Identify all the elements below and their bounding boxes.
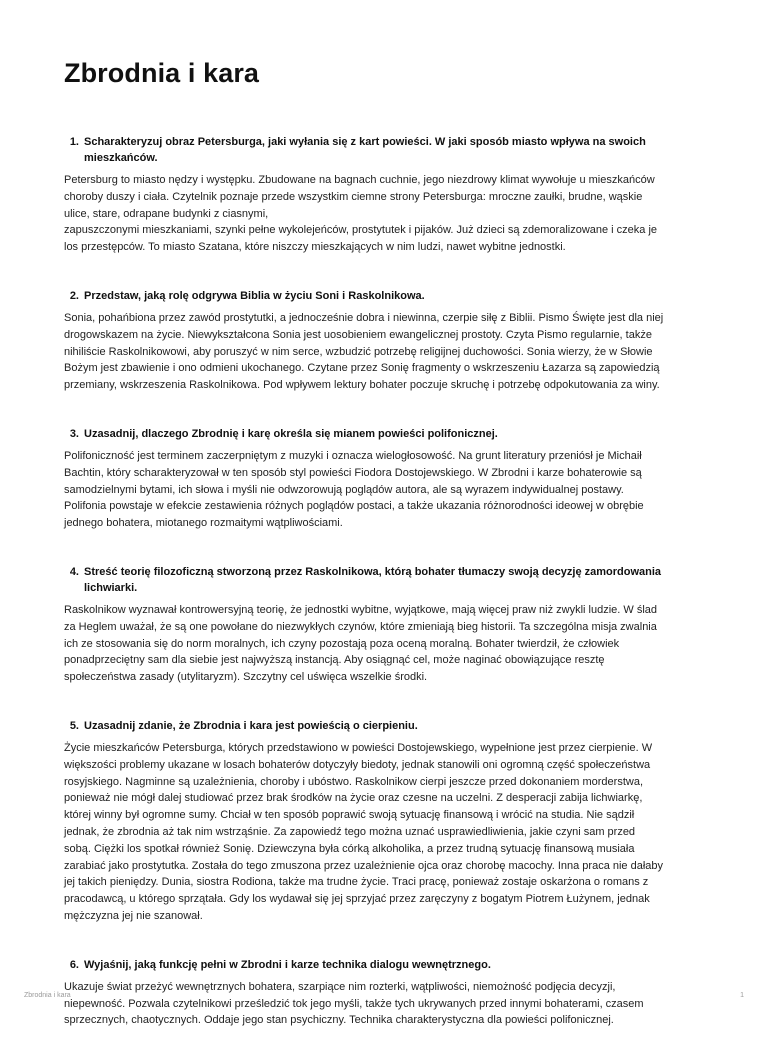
answer-line: większości problemy ukazane w losach bohaterów dotyczyły biedoty, jednak stanowili oni ogromną część społeczeństwa bbox=[64, 758, 651, 771]
question-heading bbox=[64, 134, 704, 166]
question-list bbox=[64, 134, 704, 1061]
question-heading bbox=[64, 426, 704, 442]
question-number: 3. bbox=[69, 427, 79, 440]
answer-text bbox=[64, 602, 704, 686]
answer-line: Sonia, pohańbiona przez zawód prostytutki, a jednocześnie dobra i niewinna, czerpie siłę z Biblii. Pismo Święte jest dla niej bbox=[64, 311, 664, 324]
answer-line: mężczyzna jej nie szanował. bbox=[64, 909, 203, 922]
question-heading bbox=[64, 718, 704, 734]
answer-line: zapuszczonymi mieszkaniami, szynki pełne wykolejeńców, prostytutek i pijaków. Już dzieci są zdemoralizowane i czeka je bbox=[64, 224, 658, 237]
answer-line: nihiliście Raskolnikowowi, aby poruszyć w nim serce, wzbudzić potrzebę religijnej duchowości. Sonia wierzy, że w Słowie bbox=[64, 345, 653, 358]
question-number: 5. bbox=[69, 719, 79, 732]
answer-text bbox=[64, 740, 704, 925]
answer-line: za Heglem uważał, że są one powołane do niezwykłych czynów, które zmieniają bieg historii. Ta szczególna misja zwalnia bbox=[64, 620, 657, 633]
question-section bbox=[64, 134, 704, 256]
answer-line: jej takich pieniędzy. Dunia, siostra Rodiona, także ma trudne życie. Traci pracę, ponieważ zostaje oskarżona o romans z bbox=[64, 876, 649, 889]
page-footer bbox=[24, 992, 744, 999]
answer-line: zarabiać jako prostytutka. Została do tego zmuszona przez uzależnienie ojca oraz chorobę macochy. Inna praca nie dałaby bbox=[64, 859, 664, 872]
question-section bbox=[64, 718, 704, 925]
answer-line: ulice, stare, odrapane budynki z ciasnymi, bbox=[64, 207, 269, 220]
question-text: Przedstaw, jaką rolę odgrywa Biblia w życiu Soni i Raskolnikowa. bbox=[84, 289, 425, 302]
answer-line: społeczeństwa zasady (utylitaryzm). Szczytny cel uświęca wszelkie środki. bbox=[64, 671, 428, 684]
question-text: Wyjaśnij, jaką funkcję pełni w Zbrodni i karze technika dialogu wewnętrznego. bbox=[84, 958, 491, 971]
answer-line: Ukazuje świat przeżyć wewnętrznych bohatera, szarpiące nim rozterki, wątpliwości, niemożność podjęcia decyzji, bbox=[64, 980, 616, 993]
answer-line: pracodawcą, u którego sprzątała. Gdy los wydawał się jej sprzyjać przez zaręczyny z bogatym Piotrem Łużynem, jednak bbox=[64, 893, 650, 906]
page-number: 1 bbox=[740, 992, 744, 999]
answer-text bbox=[64, 172, 704, 256]
answer-text bbox=[64, 448, 704, 532]
answer-line: Petersburg to miasto nędzy i występku. Zbudowane na bagnach cuchnie, jego niezdrowy klimat wywołuje u mieszkańców bbox=[64, 174, 655, 186]
question-heading bbox=[64, 564, 704, 596]
page-title: Zbrodnia i kara bbox=[64, 58, 260, 88]
question-heading bbox=[64, 288, 704, 304]
question-text: Streść teorię filozoficzną stworzoną przez Raskolnikowa, którą bohater tłumaczy swoją decyzję zamordowania lichwiarki. bbox=[84, 565, 662, 594]
answer-line: Raskolnikow wyznawał kontrowersyjną teorię, że jednostki wybitne, wyjątkowe, mają więcej praw niż zwykli ludzie. W ślad bbox=[64, 603, 658, 616]
answer-text bbox=[64, 979, 704, 1029]
answer-line: której winny był ogromne sumy. Chciał w ten sposób poprawić swoją sytuację finansową i wrócić na studia. Nie sądził bbox=[64, 809, 635, 822]
answer-line: los przestępców. To miasto Szatana, które niszczy mieszkających w nim ludzi, nawet wybitne jednostki. bbox=[64, 241, 566, 254]
answer-line: samodzielnymi bytami, ich słowa i myśli nie odwzorowują poglądów autora, ale są wyrazem indywidualnej postawy. bbox=[64, 483, 624, 496]
answer-line: drogowskazem na życie. Niewykształcona Sonia jest uosobieniem ewangelicznej prostoty. Czyta Pismo regularnie, także bbox=[64, 328, 652, 341]
question-number: 1. bbox=[69, 136, 79, 148]
answer-line: jednak, że zbrodnia aż tak nim wstrząśnie. Za zapowiedź tego można uznać usprawiedliwienia, jakie czyni sam przed bbox=[64, 825, 636, 838]
answer-line: Polifoniczność jest terminem zaczerpniętym z muzyki i oznacza wielogłosowość. Na grunt literatury przeniósł je Michaił bbox=[64, 449, 642, 462]
answer-line: ponieważ nie mógł dalej studiować przez brak środków na życie oraz czesne na uczelni. Z desperacji zabija lichwiarkę, bbox=[64, 792, 643, 805]
question-number: 4. bbox=[69, 565, 79, 578]
question-section bbox=[64, 288, 704, 394]
answer-line: Polifonia powstaje w efekcie zestawienia różnych poglądów postaci, a także ukazania różnorodności ideowej w obrębie bbox=[64, 500, 644, 513]
answer-line: Życie mieszkańców Petersburga, których przedstawiono w powieści Dostojewskiego, wypełnione jest przez cierpienie. W bbox=[64, 741, 653, 754]
question-number: 6. bbox=[69, 958, 79, 971]
answer-line: ich ze stosowania się do norm moralnych, ich czyny pozostają poza oceną moralną. Bohater twierdził, że człowiek bbox=[64, 637, 620, 650]
answer-line: Bożym jest zbawienie i ono odmieni ukochanego. Czytane przez Sonię fragmenty o wskrzeszeniu Łazarza są zapowiedzią bbox=[64, 362, 660, 375]
question-section bbox=[64, 564, 704, 686]
question-number: 2. bbox=[69, 289, 79, 302]
answer-line: ponadprzeciętny sam dla siebie jest najwyższą instancją. Aby osiągnąć cel, może naginać obowiązujące resztę bbox=[64, 654, 605, 667]
question-text: Uzasadnij, dlaczego Zbrodnię i karę określa się mianem powieści polifonicznej. bbox=[84, 427, 498, 440]
question-section bbox=[64, 426, 704, 532]
answer-line: przemiany, wskrzeszenia Raskolnikowa. Pod wpływem lektury bohater poczuje skruchę i potrzebę odpokutowania za winy. bbox=[64, 379, 660, 392]
footer-title: Zbrodnia i kara bbox=[24, 992, 71, 999]
question-text: Scharakteryzuj obraz Petersburga, jaki wyłania się z kart powieści. W jaki sposób miasto wpływa na swoich mieszkańców. bbox=[84, 136, 646, 164]
answer-text bbox=[64, 310, 704, 394]
answer-line: sprzecznych, chaotycznych. Oddaje jego stan psychiczny. Technika charakterystyczna dla powieści polifonicznej. bbox=[64, 1014, 614, 1027]
answer-line: rosyjskiego. Nagminne są uzależnienia, choroby i ubóstwo. Raskolnikow cierpi jeszcze przed dokonaniem morderstwa, bbox=[64, 775, 643, 788]
question-heading bbox=[64, 957, 704, 973]
answer-line: jednego bohatera, miotanego rozmaitymi wątpliwościami. bbox=[64, 517, 343, 530]
answer-line: sobą. Ciężki los spotkał również Sonię. Dziewczyna była córką alkoholika, a przez trudną sytuację finansową musiała bbox=[64, 842, 635, 855]
answer-line: choroby duszy i ciała. Czytelnik poznaje przede wszystkim ciemne strony Petersburga: mroczne zaułki, brudne, wąskie bbox=[64, 190, 643, 203]
answer-line: niepewność. Pozwala czytelnikowi prześledzić tok jego myśli, także tych ukrywanych przed innymi bohaterami, czasem bbox=[64, 997, 644, 1010]
question-text: Uzasadnij zdanie, że Zbrodnia i kara jest powieścią o cierpieniu. bbox=[84, 719, 418, 732]
answer-line: Bachtin, który scharakteryzował w ten sposób styl powieści Fiodora Dostojewskiego. W Zbrodni i karze bohaterowie są bbox=[64, 466, 642, 479]
